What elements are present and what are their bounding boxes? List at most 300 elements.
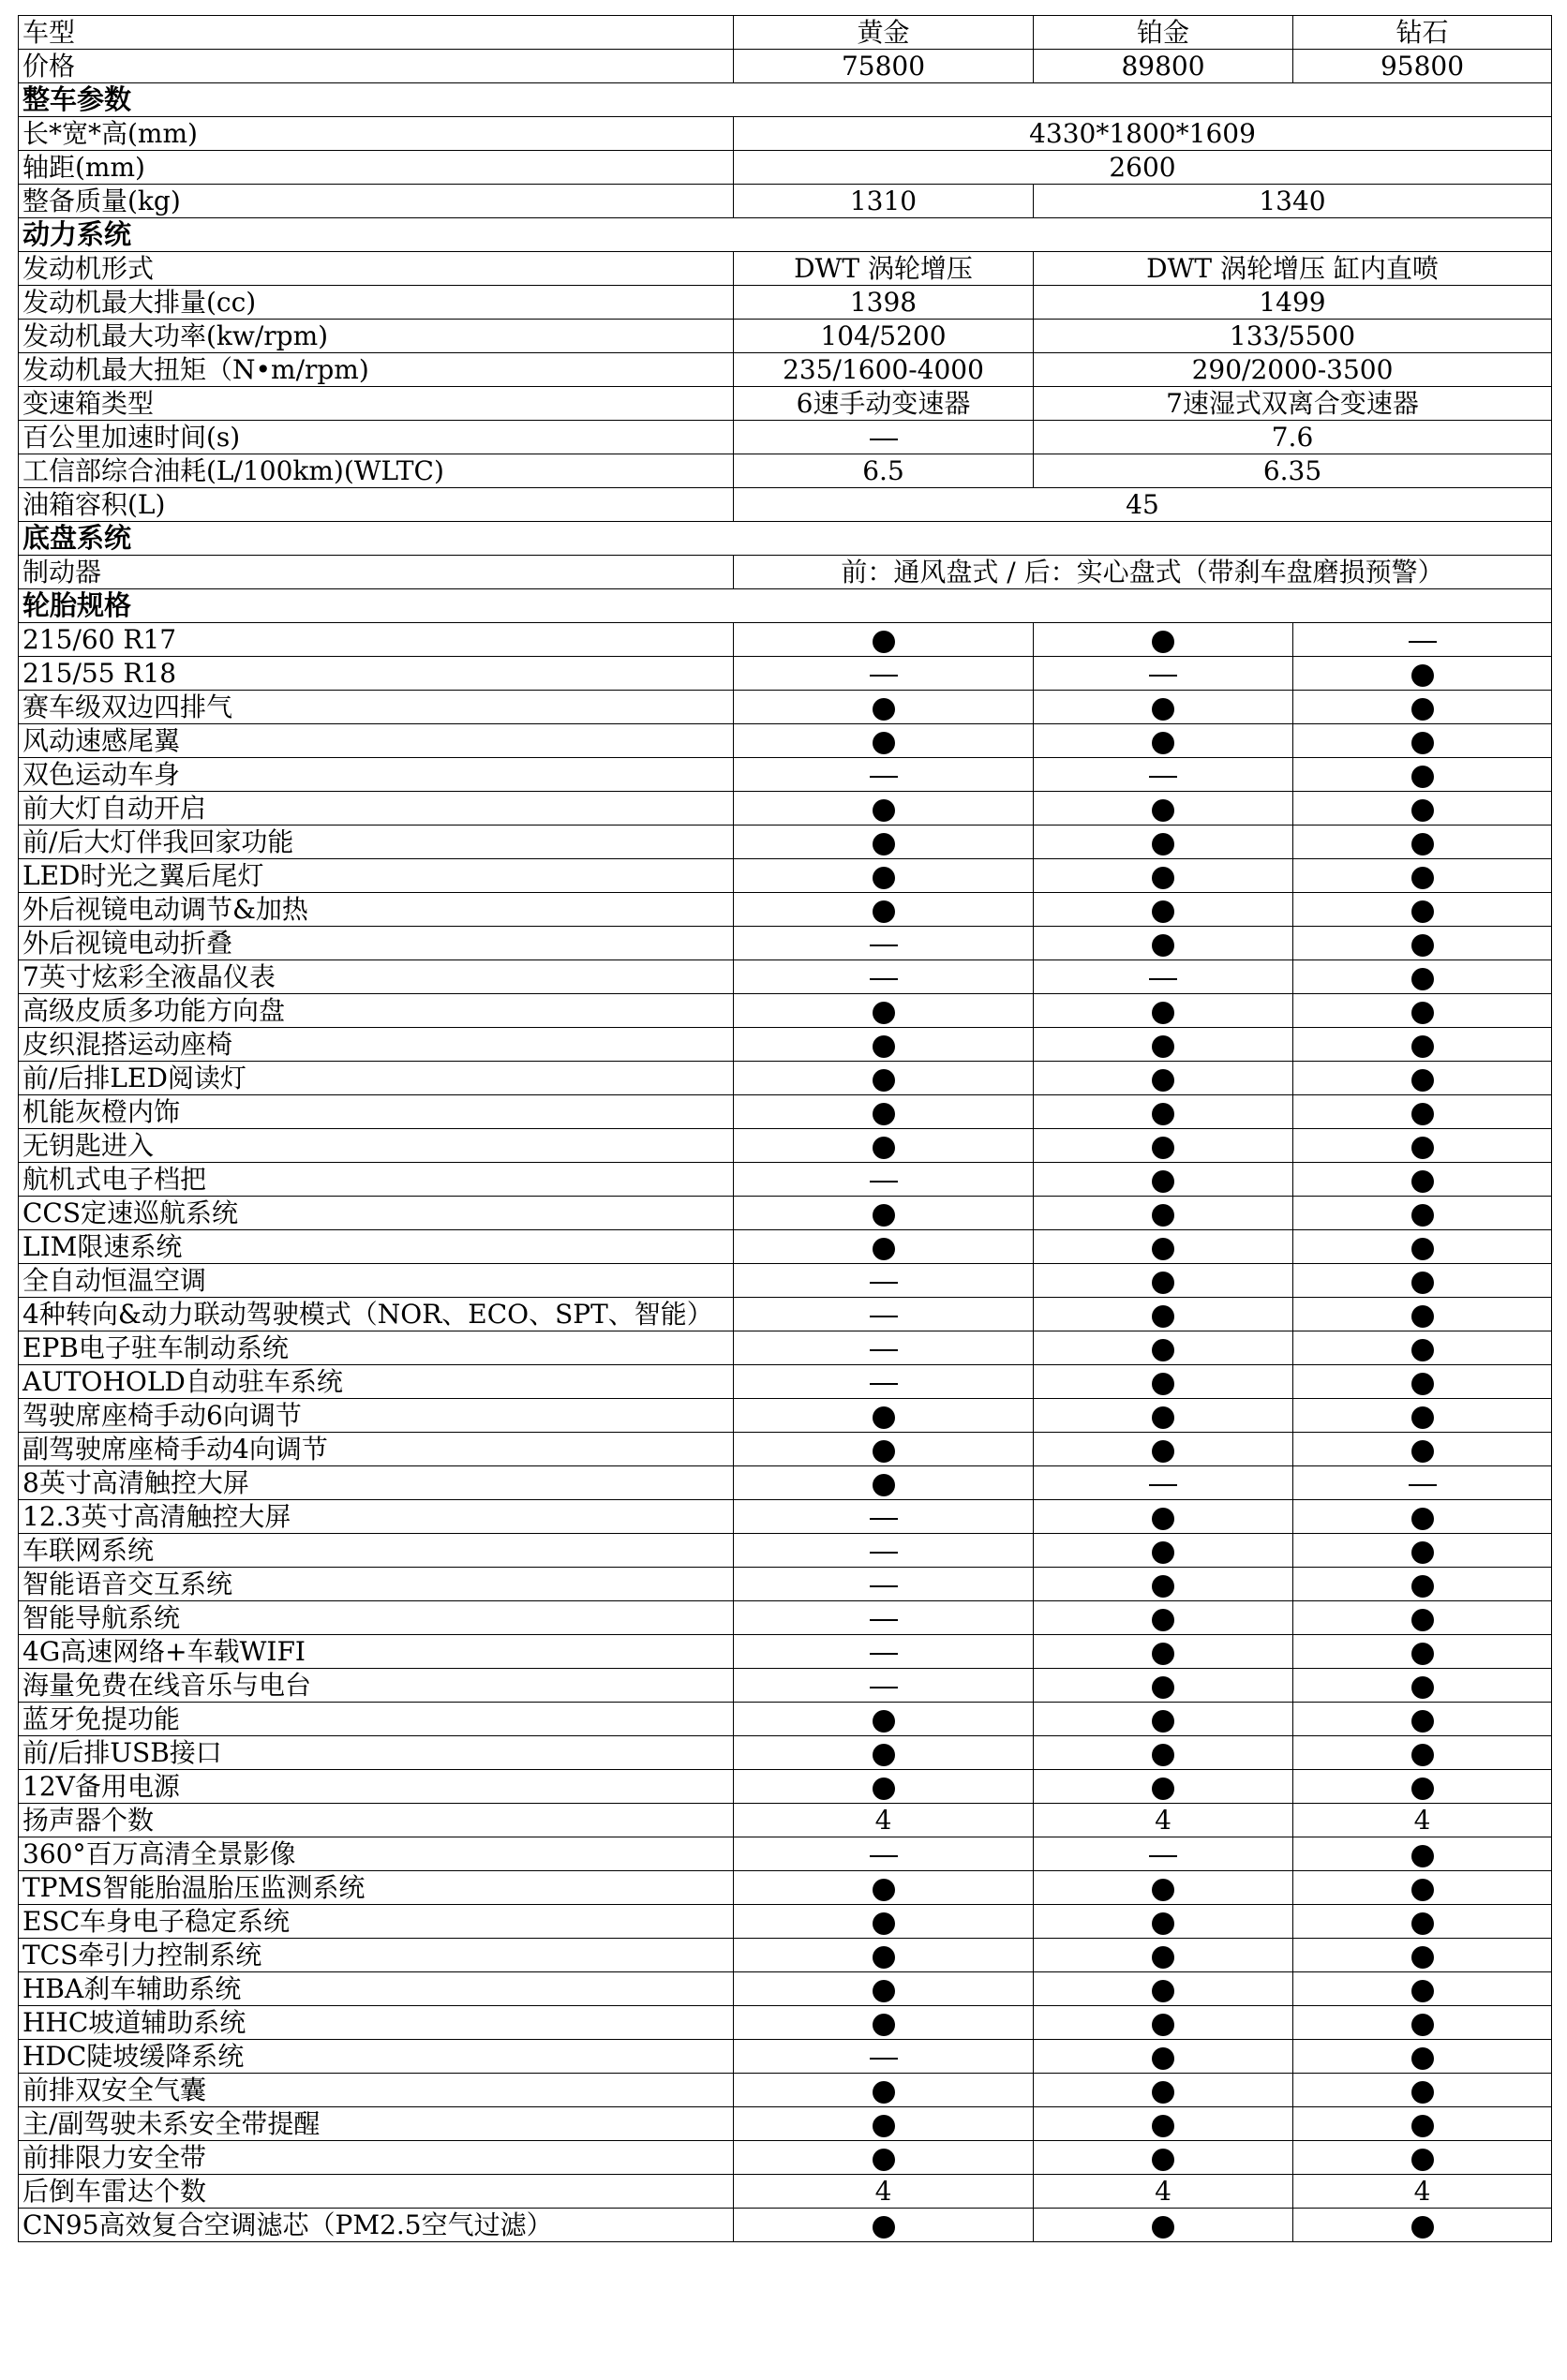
unavailable-dash-icon — [1149, 978, 1177, 980]
standard-dot-icon — [1152, 1609, 1174, 1631]
standard-dot-icon — [1411, 1643, 1434, 1665]
spec-cell-standard — [1293, 2209, 1552, 2242]
spec-row — [19, 1534, 1552, 1568]
standard-dot-icon — [873, 1406, 895, 1429]
spec-label: 发动机最大功率(kw/rpm) — [19, 320, 734, 353]
spec-cell-standard — [1293, 1197, 1552, 1230]
standard-dot-icon — [1152, 2149, 1174, 2171]
spec-label: 轴距(mm) — [19, 151, 734, 185]
spec-label: EPB电子驻车制动系统 — [19, 1331, 734, 1365]
standard-dot-icon — [1152, 1676, 1174, 1699]
standard-dot-icon — [1152, 1170, 1174, 1193]
spec-cell-unavailable — [734, 1331, 1034, 1365]
standard-dot-icon — [873, 1778, 895, 1800]
spec-cell-value: 2600 — [734, 151, 1552, 185]
spec-cell-standard — [1293, 792, 1552, 826]
standard-dot-icon — [1411, 833, 1434, 855]
spec-cell-standard — [1034, 1331, 1293, 1365]
standard-dot-icon — [873, 900, 895, 923]
spec-cell-standard — [1034, 792, 1293, 826]
spec-cell-value: 104/5200 — [734, 320, 1034, 353]
standard-dot-icon — [873, 732, 895, 754]
spec-cell-standard — [1293, 1028, 1552, 1062]
spec-row — [19, 758, 1552, 792]
spec-cell-standard — [734, 826, 1034, 859]
spec-cell-standard — [1034, 1568, 1293, 1601]
section-heading: 底盘系统 — [19, 522, 1552, 556]
unavailable-dash-icon — [1149, 675, 1177, 677]
spec-cell-standard — [1034, 691, 1293, 724]
standard-dot-icon — [873, 1103, 895, 1125]
spec-row — [19, 1736, 1552, 1770]
spec-cell-unavailable — [734, 657, 1034, 691]
standard-dot-icon — [1411, 1744, 1434, 1766]
spec-cell-unavailable — [1034, 758, 1293, 792]
header-row — [19, 16, 1552, 50]
standard-dot-icon — [1411, 1204, 1434, 1227]
spec-label: 外后视镜电动折叠 — [19, 927, 734, 960]
spec-row — [19, 421, 1552, 454]
spec-cell-standard — [1293, 758, 1552, 792]
standard-dot-icon — [1411, 2216, 1434, 2239]
spec-cell-unavailable — [734, 1635, 1034, 1669]
standard-dot-icon — [873, 2081, 895, 2104]
unavailable-dash-icon — [870, 1687, 898, 1688]
standard-dot-icon — [1411, 1002, 1434, 1024]
spec-cell-value: 4 — [734, 1804, 1034, 1837]
spec-cell-unavailable — [1293, 1466, 1552, 1500]
spec-cell-value: 75800 — [734, 50, 1034, 83]
unavailable-dash-icon — [870, 1619, 898, 1621]
spec-label: 前/后排USB接口 — [19, 1736, 734, 1770]
standard-dot-icon — [873, 1744, 895, 1766]
spec-cell-value: 6.5 — [734, 454, 1034, 488]
spec-row — [19, 387, 1552, 421]
spec-label: 215/60 R17 — [19, 623, 734, 657]
standard-dot-icon — [1411, 2115, 1434, 2137]
spec-cell-standard — [1034, 1298, 1293, 1331]
standard-dot-icon — [1152, 698, 1174, 721]
spec-label: 驾驶席座椅手动6向调节 — [19, 1399, 734, 1433]
spec-cell-standard — [1034, 1399, 1293, 1433]
spec-cell-value: 4330*1800*1609 — [734, 117, 1552, 151]
spec-cell-standard — [734, 1062, 1034, 1095]
spec-cell-standard — [1034, 1028, 1293, 1062]
spec-row — [19, 1163, 1552, 1197]
unavailable-dash-icon — [870, 945, 898, 946]
standard-dot-icon — [1152, 934, 1174, 957]
spec-cell-unavailable — [734, 1534, 1034, 1568]
spec-cell-standard — [734, 1230, 1034, 1264]
spec-row — [19, 994, 1552, 1028]
spec-label: 发动机最大排量(cc) — [19, 286, 734, 320]
spec-row — [19, 252, 1552, 286]
spec-row — [19, 826, 1552, 859]
spec-cell-standard — [1293, 1736, 1552, 1770]
spec-cell-standard — [1034, 1871, 1293, 1905]
spec-label: 全自动恒温空调 — [19, 1264, 734, 1298]
spec-cell-standard — [1293, 2107, 1552, 2141]
unavailable-dash-icon — [1409, 641, 1437, 643]
standard-dot-icon — [1411, 1879, 1434, 1901]
spec-label: 智能导航系统 — [19, 1601, 734, 1635]
spec-cell-standard — [1293, 994, 1552, 1028]
spec-label: 变速箱类型 — [19, 387, 734, 421]
spec-row — [19, 2006, 1552, 2040]
spec-cell-standard — [1034, 1770, 1293, 1804]
section-row — [19, 218, 1552, 252]
spec-row — [19, 1466, 1552, 1500]
spec-row — [19, 320, 1552, 353]
spec-cell-standard — [1293, 1500, 1552, 1534]
spec-cell-standard — [1034, 1230, 1293, 1264]
spec-cell-standard — [1293, 1703, 1552, 1736]
spec-cell-standard — [1293, 2006, 1552, 2040]
spec-cell-value: 290/2000-3500 — [1034, 353, 1552, 387]
spec-label: 制动器 — [19, 556, 734, 589]
spec-cell-unavailable — [734, 1601, 1034, 1635]
spec-row — [19, 2175, 1552, 2209]
spec-row — [19, 1230, 1552, 1264]
standard-dot-icon — [873, 2115, 895, 2137]
spec-label: 外后视镜电动调节&加热 — [19, 893, 734, 927]
spec-cell-standard — [1034, 1736, 1293, 1770]
standard-dot-icon — [873, 2216, 895, 2239]
standard-dot-icon — [1411, 1778, 1434, 1800]
spec-label: LIM限速系统 — [19, 1230, 734, 1264]
spec-cell-standard — [1293, 1163, 1552, 1197]
spec-cell-standard — [1293, 1871, 1552, 1905]
spec-cell-unavailable — [1034, 657, 1293, 691]
spec-cell-standard — [734, 1399, 1034, 1433]
spec-cell-standard — [734, 1871, 1034, 1905]
spec-cell-standard — [1034, 1163, 1293, 1197]
spec-label: 蓝牙免提功能 — [19, 1703, 734, 1736]
spec-label: 高级皮质多功能方向盘 — [19, 994, 734, 1028]
standard-dot-icon — [873, 1440, 895, 1463]
spec-cell-standard — [1293, 1837, 1552, 1871]
spec-label: 12V备用电源 — [19, 1770, 734, 1804]
spec-cell-standard — [1034, 1062, 1293, 1095]
spec-cell-standard — [734, 1905, 1034, 1939]
unavailable-dash-icon — [870, 776, 898, 778]
standard-dot-icon — [1411, 1912, 1434, 1935]
spec-label: ESC车身电子稳定系统 — [19, 1905, 734, 1939]
spec-cell-standard — [1293, 1264, 1552, 1298]
standard-dot-icon — [873, 1946, 895, 1969]
standard-dot-icon — [1411, 766, 1434, 788]
standard-dot-icon — [1411, 1710, 1434, 1733]
spec-cell-standard — [1034, 1197, 1293, 1230]
spec-cell-standard — [1293, 1095, 1552, 1129]
standard-dot-icon — [873, 1002, 895, 1024]
standard-dot-icon — [1152, 1744, 1174, 1766]
standard-dot-icon — [873, 1137, 895, 1159]
standard-dot-icon — [1411, 934, 1434, 957]
unavailable-dash-icon — [870, 675, 898, 677]
spec-cell-unavailable — [1034, 1837, 1293, 1871]
spec-cell-unavailable — [734, 1264, 1034, 1298]
unavailable-dash-icon — [870, 1383, 898, 1385]
spec-label: 后倒车雷达个数 — [19, 2175, 734, 2209]
spec-label: 发动机最大扭矩（N•m/rpm) — [19, 353, 734, 387]
spec-cell-standard — [734, 2141, 1034, 2175]
section-row — [19, 589, 1552, 623]
spec-label: 百公里加速时间(s) — [19, 421, 734, 454]
spec-row — [19, 1095, 1552, 1129]
standard-dot-icon — [1411, 2014, 1434, 2036]
spec-table — [18, 15, 1552, 2242]
section-heading: 动力系统 — [19, 218, 1552, 252]
spec-label: 整备质量(kg) — [19, 185, 734, 218]
spec-cell-standard — [734, 1095, 1034, 1129]
spec-cell-standard — [1034, 927, 1293, 960]
spec-row — [19, 691, 1552, 724]
spec-cell-unavailable — [734, 1837, 1034, 1871]
standard-dot-icon — [873, 698, 895, 721]
spec-cell-standard — [1293, 893, 1552, 927]
standard-dot-icon — [1411, 968, 1434, 990]
spec-cell-standard — [734, 1939, 1034, 1972]
header-label: 车型 — [19, 16, 734, 50]
spec-cell-standard — [734, 1972, 1034, 2006]
standard-dot-icon — [1152, 1912, 1174, 1935]
spec-cell-value: 前：通风盘式 / 后：实心盘式（带刹车盘磨损预警） — [734, 556, 1552, 589]
spec-row — [19, 623, 1552, 657]
spec-cell-value: 4 — [734, 2175, 1034, 2209]
spec-row — [19, 1062, 1552, 1095]
spec-cell-standard — [1034, 2107, 1293, 2141]
spec-cell-standard — [1293, 724, 1552, 758]
spec-cell-standard — [734, 1028, 1034, 1062]
spec-cell-value: 89800 — [1034, 50, 1293, 83]
trim-diamond: 钻石 — [1293, 16, 1552, 50]
spec-label: 前/后大灯伴我回家功能 — [19, 826, 734, 859]
spec-row — [19, 1365, 1552, 1399]
spec-cell-standard — [1034, 826, 1293, 859]
spec-cell-value: DWT 涡轮增压 — [734, 252, 1034, 286]
spec-row — [19, 1433, 1552, 1466]
standard-dot-icon — [1152, 1238, 1174, 1260]
spec-cell-standard — [1293, 1365, 1552, 1399]
standard-dot-icon — [1152, 1103, 1174, 1125]
standard-dot-icon — [1152, 1508, 1174, 1530]
spec-cell-unavailable — [734, 1298, 1034, 1331]
spec-cell-standard — [734, 1129, 1034, 1163]
spec-cell-standard — [734, 859, 1034, 893]
standard-dot-icon — [1152, 1541, 1174, 1564]
standard-dot-icon — [1411, 1339, 1434, 1361]
spec-cell-standard — [1293, 826, 1552, 859]
spec-cell-value: 4 — [1293, 1804, 1552, 1837]
spec-cell-unavailable — [1293, 623, 1552, 657]
standard-dot-icon — [1152, 1710, 1174, 1733]
spec-cell-standard — [1034, 1669, 1293, 1703]
standard-dot-icon — [873, 1204, 895, 1227]
spec-row — [19, 1770, 1552, 1804]
spec-row — [19, 1939, 1552, 1972]
spec-row — [19, 2074, 1552, 2107]
spec-cell-value: 4 — [1293, 2175, 1552, 2209]
spec-cell-unavailable — [734, 1163, 1034, 1197]
spec-label: 双色运动车身 — [19, 758, 734, 792]
standard-dot-icon — [1152, 2047, 1174, 2070]
spec-row — [19, 488, 1552, 522]
standard-dot-icon — [873, 1710, 895, 1733]
spec-row — [19, 1905, 1552, 1939]
spec-label: 发动机形式 — [19, 252, 734, 286]
spec-cell-standard — [734, 1197, 1034, 1230]
spec-cell-standard — [1293, 2141, 1552, 2175]
spec-row — [19, 1568, 1552, 1601]
spec-row — [19, 1500, 1552, 1534]
spec-cell-standard — [1034, 1703, 1293, 1736]
standard-dot-icon — [873, 631, 895, 653]
spec-row — [19, 2107, 1552, 2141]
spec-label: 航机式电子档把 — [19, 1163, 734, 1197]
unavailable-dash-icon — [870, 1181, 898, 1183]
spec-label: 工信部综合油耗(L/100km)(WLTC) — [19, 454, 734, 488]
spec-row — [19, 2040, 1552, 2074]
standard-dot-icon — [1152, 1575, 1174, 1598]
spec-label: 360°百万高清全景影像 — [19, 1837, 734, 1871]
spec-cell-standard — [1293, 1601, 1552, 1635]
spec-label: 价格 — [19, 50, 734, 83]
spec-cell-standard — [734, 2074, 1034, 2107]
standard-dot-icon — [1411, 1609, 1434, 1631]
standard-dot-icon — [1152, 900, 1174, 923]
spec-row — [19, 724, 1552, 758]
standard-dot-icon — [873, 833, 895, 855]
standard-dot-icon — [1411, 1035, 1434, 1058]
spec-cell-standard — [1293, 691, 1552, 724]
spec-cell-standard — [734, 792, 1034, 826]
spec-row — [19, 1669, 1552, 1703]
spec-row — [19, 454, 1552, 488]
standard-dot-icon — [1152, 1643, 1174, 1665]
spec-cell-standard — [1034, 859, 1293, 893]
standard-dot-icon — [873, 1474, 895, 1496]
standard-dot-icon — [1411, 664, 1434, 687]
spec-row — [19, 1635, 1552, 1669]
spec-cell-standard — [1034, 724, 1293, 758]
spec-cell-value: 1499 — [1034, 286, 1552, 320]
spec-cell-standard — [1034, 2141, 1293, 2175]
spec-cell-standard — [1034, 994, 1293, 1028]
spec-cell-value: 6.35 — [1034, 454, 1552, 488]
standard-dot-icon — [1152, 1406, 1174, 1429]
unavailable-dash-icon — [870, 1653, 898, 1655]
standard-dot-icon — [873, 2149, 895, 2171]
spec-cell-value: 45 — [734, 488, 1552, 522]
standard-dot-icon — [1152, 2115, 1174, 2137]
standard-dot-icon — [873, 799, 895, 822]
spec-cell-standard — [1034, 893, 1293, 927]
spec-cell-standard — [1034, 2209, 1293, 2242]
spec-cell-standard — [1293, 1129, 1552, 1163]
standard-dot-icon — [1411, 2149, 1434, 2171]
unavailable-dash-icon — [870, 1585, 898, 1587]
standard-dot-icon — [1411, 1508, 1434, 1530]
unavailable-dash-icon — [870, 1518, 898, 1520]
spec-label: 赛车级双边四排气 — [19, 691, 734, 724]
standard-dot-icon — [1152, 1778, 1174, 1800]
spec-cell-standard — [734, 1466, 1034, 1500]
standard-dot-icon — [1411, 1980, 1434, 2002]
spec-label: 皮织混搭运动座椅 — [19, 1028, 734, 1062]
spec-cell-standard — [1293, 2074, 1552, 2107]
standard-dot-icon — [1411, 1305, 1434, 1328]
spec-cell-standard — [1034, 1972, 1293, 2006]
unavailable-dash-icon — [870, 1282, 898, 1284]
spec-label: 主/副驾驶未系安全带提醒 — [19, 2107, 734, 2141]
spec-row — [19, 893, 1552, 927]
standard-dot-icon — [873, 2014, 895, 2036]
spec-cell-standard — [734, 691, 1034, 724]
spec-label: 4G高速网络+车载WIFI — [19, 1635, 734, 1669]
standard-dot-icon — [1411, 1440, 1434, 1463]
spec-row — [19, 151, 1552, 185]
spec-row — [19, 1264, 1552, 1298]
spec-row — [19, 353, 1552, 387]
unavailable-dash-icon — [870, 1855, 898, 1857]
spec-cell-standard — [1293, 1770, 1552, 1804]
spec-cell-standard — [1293, 927, 1552, 960]
spec-row — [19, 1399, 1552, 1433]
standard-dot-icon — [1411, 1406, 1434, 1429]
standard-dot-icon — [1411, 1272, 1434, 1294]
spec-row — [19, 1871, 1552, 1905]
standard-dot-icon — [1152, 1035, 1174, 1058]
spec-label: 8英寸高清触控大屏 — [19, 1466, 734, 1500]
spec-cell-standard — [734, 724, 1034, 758]
spec-row — [19, 50, 1552, 83]
spec-label: TPMS智能胎温胎压监测系统 — [19, 1871, 734, 1905]
unavailable-dash-icon — [1149, 776, 1177, 778]
spec-cell-value: DWT 涡轮增压 缸内直喷 — [1034, 252, 1552, 286]
standard-dot-icon — [873, 1980, 895, 2002]
spec-cell-standard — [734, 1736, 1034, 1770]
spec-label: 4种转向&动力联动驾驶模式（NOR、ECO、SPT、智能） — [19, 1298, 734, 1331]
spec-row — [19, 1804, 1552, 1837]
spec-label: 风动速感尾翼 — [19, 724, 734, 758]
spec-cell-standard — [1034, 2040, 1293, 2074]
spec-row — [19, 1028, 1552, 1062]
spec-cell-standard — [1034, 1095, 1293, 1129]
spec-cell-standard — [1293, 1905, 1552, 1939]
spec-label: HDC陡坡缓降系统 — [19, 2040, 734, 2074]
standard-dot-icon — [1411, 2047, 1434, 2070]
spec-row — [19, 1703, 1552, 1736]
spec-cell-unavailable — [734, 927, 1034, 960]
standard-dot-icon — [1411, 2081, 1434, 2104]
standard-dot-icon — [1152, 1272, 1174, 1294]
spec-label: 12.3英寸高清触控大屏 — [19, 1500, 734, 1534]
spec-cell-standard — [1293, 1669, 1552, 1703]
standard-dot-icon — [1152, 1946, 1174, 1969]
spec-cell-standard — [1034, 1635, 1293, 1669]
standard-dot-icon — [1152, 2014, 1174, 2036]
standard-dot-icon — [1152, 833, 1174, 855]
spec-cell-standard — [1293, 1331, 1552, 1365]
spec-cell-value: 133/5500 — [1034, 320, 1552, 353]
spec-row — [19, 2141, 1552, 2175]
spec-cell-standard — [1293, 1534, 1552, 1568]
standard-dot-icon — [1152, 799, 1174, 822]
trim-platinum: 铂金 — [1034, 16, 1293, 50]
spec-cell-standard — [1034, 2006, 1293, 2040]
spec-row — [19, 1197, 1552, 1230]
